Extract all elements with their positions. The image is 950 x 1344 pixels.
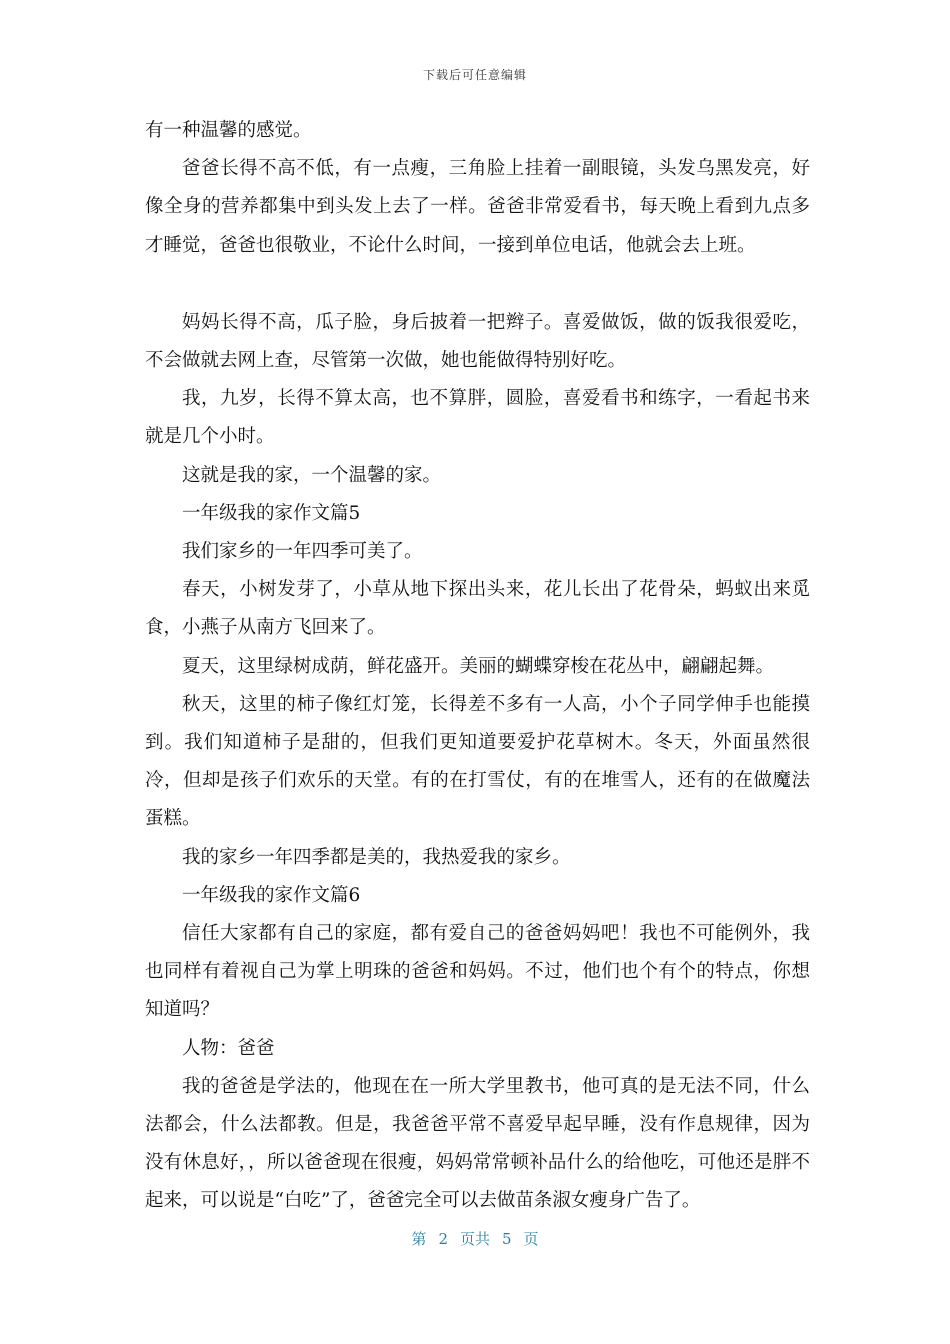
paragraph: 爸爸长得不高不低，有一点瘦，三角脸上挂着一副眼镜，头发乌黑发亮，好像全身的营养都集中到头发上去了一样。爸爸非常爱看书，每天晚上看到九点多才睡觉，爸爸也很敬业，不论什么时间，一接到单位电话，他就会去上班。 bbox=[145, 158, 810, 256]
footer-suffix: 页 bbox=[523, 1230, 539, 1248]
total-page-count: 5 bbox=[502, 1230, 512, 1248]
paragraph: 夏天，这里绿树成荫，鲜花盛开。美丽的蝴蝶穿梭在花丛中，翩翩起舞。 bbox=[182, 655, 775, 677]
paragraph: 这就是我的家，一个温馨的家。 bbox=[182, 464, 442, 486]
paragraph: 我们家乡的一年四季可美了。 bbox=[182, 541, 423, 563]
paragraph: 我的家乡一年四季都是美的，我热爱我的家乡。 bbox=[182, 846, 571, 868]
footer-prefix: 第 bbox=[411, 1230, 427, 1248]
paragraph-gap bbox=[145, 265, 810, 304]
paragraph: 人物：爸爸 bbox=[182, 1037, 275, 1059]
page-footer bbox=[0, 1228, 950, 1249]
paragraph: 有一种温馨的感觉。 bbox=[145, 120, 312, 141]
section-heading: 一年级我的家作文篇5 bbox=[182, 502, 361, 524]
section-heading: 一年级我的家作文篇6 bbox=[182, 884, 361, 906]
page-header: 下载后可任意编辑 bbox=[422, 68, 527, 82]
paragraph: 秋天，这里的柿子像红灯笼，长得差不多有一人高，小个子同学伸手也能摸到。我们知道柿子是甜的，但我们更知道要爱护花草树木。冬天，外面虽然很冷，但却是孩子们欢乐的天堂。有的在打雪仗，有的在堆雪人，还有的在做魔法蛋糕。 bbox=[145, 693, 810, 830]
document-body bbox=[145, 112, 810, 1221]
paragraph: 妈妈长得不高，瓜子脸，身后披着一把辫子。喜爱做饭，做的饭我很爱吃，不会做就去网上查，尽管第一次做，她也能做得特别好吃。 bbox=[145, 311, 810, 372]
footer-middle: 页共 bbox=[459, 1230, 490, 1248]
current-page-number: 2 bbox=[438, 1230, 448, 1248]
paragraph: 信任大家都有自己的家庭，都有爱自己的爸爸妈妈吧！我也不可能例外，我也同样有着视自己为掌上明珠的爸爸和妈妈。不过，他们也个有个的特点，你想知道吗？ bbox=[145, 923, 810, 1021]
paragraph: 我的爸爸是学法的，他现在在一所大学里教书，他可真的是无法不同，什么法都会，什么法都教。但是，我爸爸平常不喜爱早起早睡，没有作息规律，因为没有休息好，，所以爸爸现在很瘦，妈妈常常顿补品什么的给他吃，可他还是胖不起来，可以说是“白吃”了，爸爸完全可以去做苗条淑女瘦身广告了。 bbox=[145, 1075, 810, 1212]
paragraph: 我，九岁，长得不算太高，也不算胖，圆脸，喜爱看书和练字，一看起书来就是几个小时。 bbox=[145, 388, 810, 448]
paragraph: 春天，小树发芽了，小草从地下探出头来，花儿长出了花骨朵，蚂蚁出来觅食，小燕子从南方飞回来了。 bbox=[145, 579, 810, 639]
